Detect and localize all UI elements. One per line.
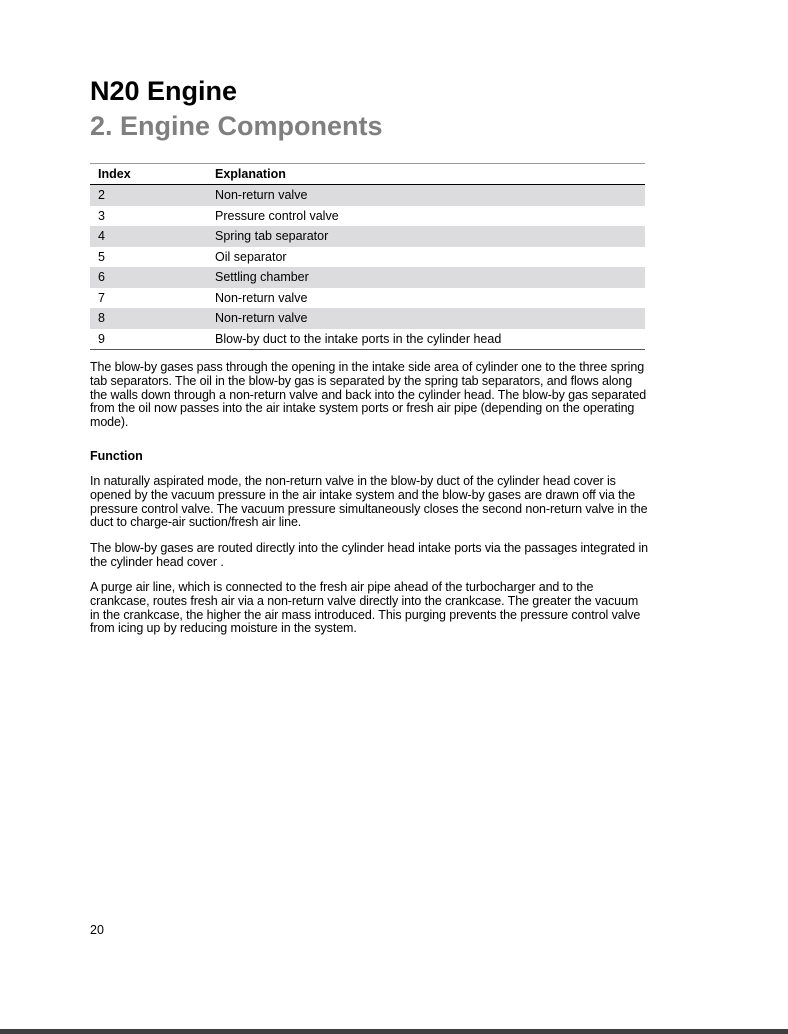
function-paragraph-3: A purge air line, which is connected to the fresh air pipe ahead of the turbocharger and to the crankcase, routes fresh air via a non-return valve directly into the crankcase. The greater the vacuum in the crankcase, the higher the air mass introduced. This purging prevents the pressure control valve from icing up by reducing moisture in the system. <box>90 580 641 636</box>
row-index: 9 <box>90 329 209 350</box>
row-index: 6 <box>90 267 209 288</box>
table-row <box>90 247 645 268</box>
table-header-row <box>90 164 645 185</box>
function-paragraph-1: In naturally aspirated mode, the non-return valve in the blow-by duct of the cylinder head cover is opened by the vacuum pressure in the air intake system and the blow-by gases are drawn off via the pressure control valve. The vacuum pressure simultaneously closes the second non-return valve in the duct to charge-air suction/fresh air line. <box>90 474 648 530</box>
function-heading: Function <box>90 449 143 463</box>
row-index: 3 <box>98 208 105 223</box>
intro-paragraph: The blow-by gases pass through the opening in the intake side area of cylinder one to the three spring tab separators. The oil in the blow-by gas is separated by the spring tab separators, and flows along the walls down through a non-return valve and back into the cylinder head. The blow-by gas separated from the oil now passes into the air intake system ports or fresh air pipe (depending on the operating mode). <box>90 360 647 430</box>
row-explanation: Non-return valve <box>209 308 645 329</box>
bottom-edge-bar <box>0 1029 788 1034</box>
table-row <box>90 288 645 309</box>
row-explanation: Settling chamber <box>209 267 645 288</box>
row-index: 7 <box>98 290 105 305</box>
table-row <box>90 206 645 227</box>
function-paragraph-2: The blow-by gases are routed directly into the cylinder head intake ports via the passages integrated in the cylinder head cover . <box>90 541 648 569</box>
page-number: 20 <box>90 923 104 937</box>
table-row <box>90 185 645 206</box>
table-row <box>90 308 645 329</box>
table-row <box>90 226 645 247</box>
row-explanation: Oil separator <box>215 249 287 264</box>
row-index: 4 <box>90 226 209 247</box>
component-index-table <box>90 163 645 350</box>
section-title: 2. Engine Components <box>90 111 383 141</box>
row-explanation: Pressure control valve <box>215 208 339 223</box>
row-explanation: Blow-by duct to the intake ports in the cylinder head <box>209 329 645 350</box>
row-explanation: Spring tab separator <box>209 226 645 247</box>
row-index: 2 <box>90 185 209 206</box>
row-index: 5 <box>98 249 105 264</box>
page-title: N20 Engine <box>90 76 238 106</box>
row-index: 8 <box>90 308 209 329</box>
table-row <box>90 329 645 350</box>
row-explanation: Non-return valve <box>215 290 308 305</box>
column-header-explanation: Explanation <box>209 164 645 185</box>
column-header-index: Index <box>90 164 209 185</box>
row-explanation: Non-return valve <box>209 185 645 206</box>
table-row <box>90 267 645 288</box>
